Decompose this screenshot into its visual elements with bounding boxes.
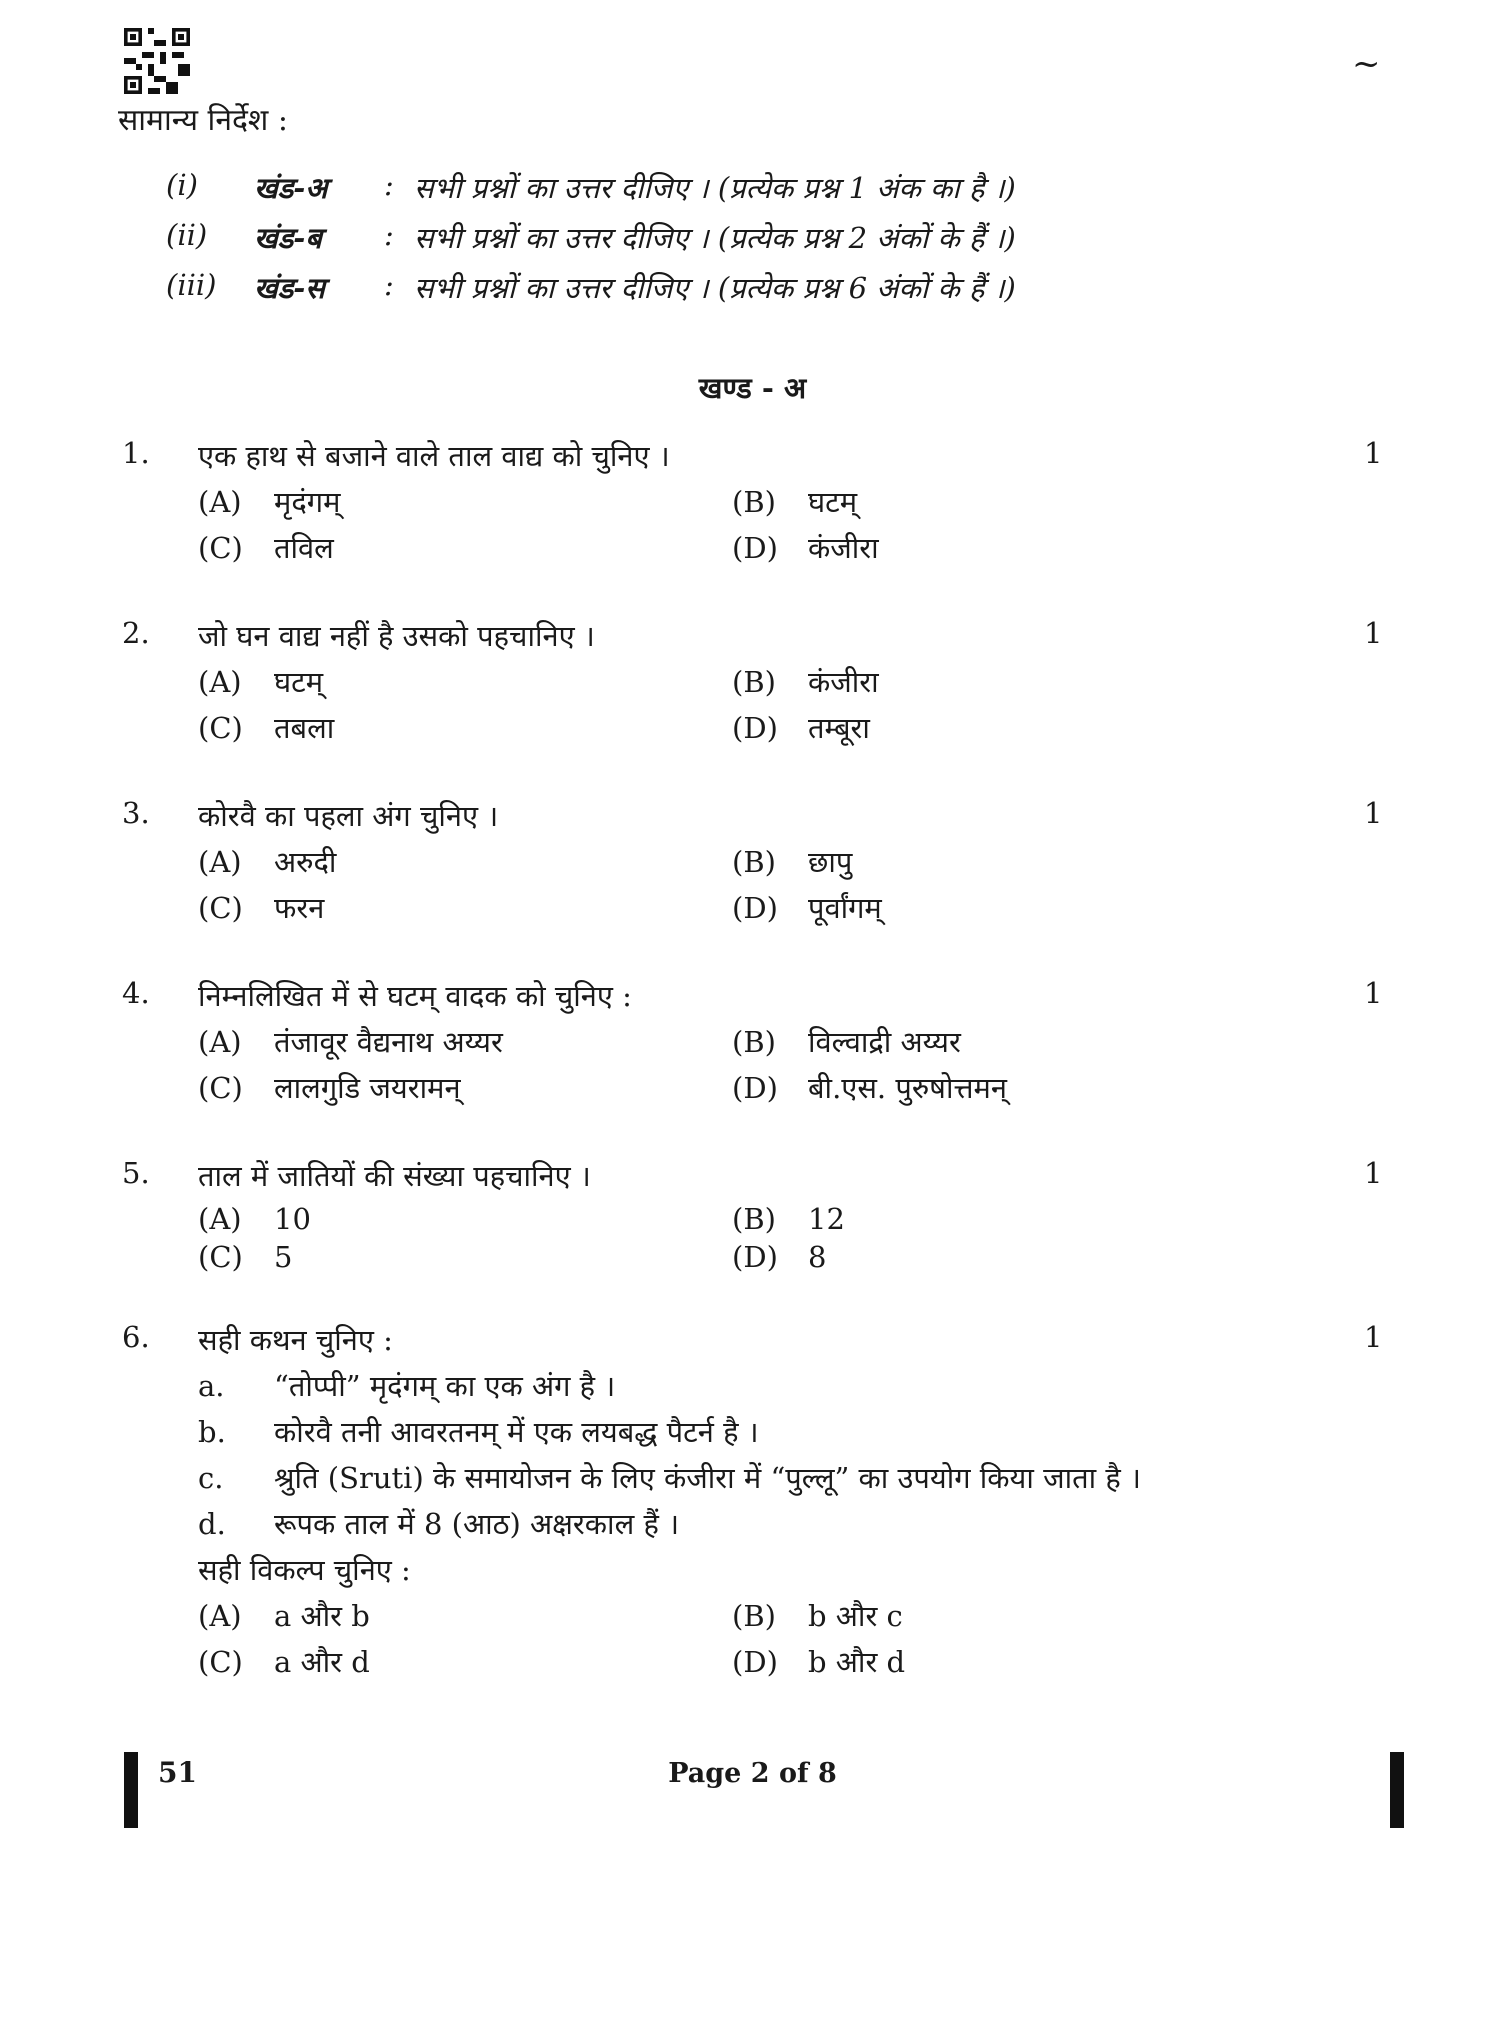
option-text: a और d <box>274 1645 370 1679</box>
paper-code: 51 <box>158 1756 197 1789</box>
option-text: बी.एस. पुरुषोत्तमन् <box>808 1071 1007 1105</box>
option-b <box>732 1202 845 1236</box>
statement-d <box>198 1504 679 1543</box>
question-marks: 1 <box>1364 1156 1383 1190</box>
question-marks: 1 <box>1364 616 1383 650</box>
option-a <box>198 1202 311 1236</box>
statement-label: c. <box>198 1461 224 1495</box>
option-text: 10 <box>274 1202 311 1236</box>
option-label: (A) <box>198 845 242 879</box>
option-label: (B) <box>732 1599 776 1633</box>
option-label: (D) <box>732 1645 778 1679</box>
statement-c <box>198 1458 1141 1497</box>
question-text: जो घन वाद्य नहीं है उसको पहचानिए । <box>198 619 595 653</box>
option-b <box>732 1022 961 1061</box>
option-label: (A) <box>198 1025 242 1059</box>
option-label: (B) <box>732 845 776 879</box>
option-label: (B) <box>732 665 776 699</box>
option-d <box>732 1240 826 1274</box>
option-label: (D) <box>732 711 778 745</box>
option-label: (C) <box>198 1071 243 1105</box>
option-label: (C) <box>198 1645 243 1679</box>
option-b <box>732 1596 903 1635</box>
option-a <box>198 1022 503 1061</box>
option-text: कंजीरा <box>808 531 879 565</box>
option-text: मृदंगम् <box>274 485 341 519</box>
footer-right-bar <box>1390 1752 1404 1828</box>
option-text: तंजावूर वैद्यनाथ अय्यर <box>274 1025 503 1059</box>
instruction-number: (iii) <box>166 268 217 302</box>
statement-text: कोरवै तनी आवरतनम् में एक लयबद्ध पैटर्न है । <box>274 1415 759 1449</box>
question-text: कोरवै का पहला अंग चुनिए । <box>198 799 499 833</box>
statement-label: d. <box>198 1507 226 1541</box>
instruction-colon: : <box>384 268 394 302</box>
instruction-item <box>166 218 1266 254</box>
option-label: (B) <box>732 485 776 519</box>
option-label: (D) <box>732 891 778 925</box>
option-label: (D) <box>732 1240 778 1274</box>
option-text: घटम् <box>808 485 858 519</box>
option-a <box>198 842 336 881</box>
instruction-number: (i) <box>166 168 198 202</box>
statement-text: “तोप्पी” मृदंगम् का एक अंग है । <box>274 1369 616 1403</box>
statement-text: श्रुति (Sruti) के समायोजन के लिए कंजीरा में “पुल्लू” का उपयोग किया जाता है । <box>274 1461 1142 1495</box>
option-text: 12 <box>808 1202 845 1236</box>
option-c <box>198 1068 461 1107</box>
question-marks: 1 <box>1364 436 1383 470</box>
option-a <box>198 1596 370 1635</box>
question-marks: 1 <box>1364 1320 1383 1354</box>
option-b <box>732 662 879 701</box>
option-text: तविल <box>274 531 334 565</box>
instruction-item <box>166 168 1266 204</box>
question-number: 4. <box>122 976 150 1010</box>
option-text: छापु <box>808 845 853 879</box>
option-text: अरुदी <box>274 845 337 879</box>
option-c <box>198 888 324 927</box>
question-number: 3. <box>122 796 150 830</box>
option-text: 8 <box>808 1240 827 1274</box>
question-marks: 1 <box>1364 796 1383 830</box>
question-number: 1. <box>122 436 150 470</box>
option-text: घटम् <box>274 665 324 699</box>
question-text: एक हाथ से बजाने वाले ताल वाद्य को चुनिए । <box>198 439 670 473</box>
option-label: (C) <box>198 531 243 565</box>
instruction-item <box>166 268 1266 304</box>
question-marks: 1 <box>1364 976 1383 1010</box>
general-instructions-title: सामान्य निर्देश : <box>118 103 288 138</box>
option-label: (C) <box>198 711 243 745</box>
option-c <box>198 1642 370 1681</box>
question-number: 6. <box>122 1320 150 1354</box>
option-d <box>732 708 870 747</box>
option-c <box>198 528 334 567</box>
option-a <box>198 482 340 521</box>
instruction-text: सभी प्रश्नों का उत्तर दीजिए । (प्रत्येक प्रश्न 2 अंकों के हैं ।) <box>414 221 1016 255</box>
option-label: (C) <box>198 891 243 925</box>
question-text: ताल में जातियों की संख्या पहचानिए । <box>198 1159 591 1193</box>
option-label: (A) <box>198 1599 242 1633</box>
page-number: Page 2 of 8 <box>668 1758 837 1789</box>
statement-a <box>198 1366 615 1405</box>
option-text: 5 <box>274 1240 293 1274</box>
option-text: विल्वाद्री अय्यर <box>808 1025 961 1059</box>
option-label: (D) <box>732 1071 778 1105</box>
question-text: निम्नलिखित में से घटम् वादक को चुनिए : <box>198 979 632 1013</box>
qr-code <box>124 28 190 94</box>
option-text: लालगुडि जयरामन् <box>274 1071 461 1105</box>
option-text: तबला <box>274 711 335 745</box>
option-text: b और c <box>808 1599 903 1633</box>
instruction-text: सभी प्रश्नों का उत्तर दीजिए । (प्रत्येक प्रश्न 1 अंक का है ।) <box>414 171 1016 205</box>
option-d <box>732 1642 905 1681</box>
instruction-text: सभी प्रश्नों का उत्तर दीजिए । (प्रत्येक प्रश्न 6 अंकों के हैं ।) <box>414 271 1016 305</box>
option-text: a और b <box>274 1599 370 1633</box>
question-number: 5. <box>122 1156 150 1190</box>
instruction-colon: : <box>384 168 394 202</box>
instruction-number: (ii) <box>166 218 208 252</box>
statement-label: b. <box>198 1415 226 1449</box>
option-text: कंजीरा <box>808 665 879 699</box>
option-label: (B) <box>732 1025 776 1059</box>
choose-option-text: सही विकल्प चुनिए : <box>198 1553 411 1587</box>
option-text: b और d <box>808 1645 906 1679</box>
option-text: पूर्वांगम् <box>808 891 882 925</box>
option-label: (B) <box>732 1202 776 1236</box>
option-label: (D) <box>732 531 778 565</box>
option-label: (A) <box>198 485 242 519</box>
statement-b <box>198 1412 759 1451</box>
option-label: (C) <box>198 1240 243 1274</box>
option-d <box>732 1068 1007 1107</box>
instruction-section: खंड-अ <box>254 171 328 205</box>
option-d <box>732 528 879 567</box>
option-label: (A) <box>198 665 242 699</box>
statement-label: a. <box>198 1369 225 1403</box>
instruction-section: खंड-स <box>254 271 325 305</box>
option-text: फरन <box>274 891 325 925</box>
page-mark: ~ <box>1352 44 1381 84</box>
section-title: खण्ड - अ <box>698 371 807 405</box>
question-number: 2. <box>122 616 150 650</box>
option-a <box>198 662 323 701</box>
option-label: (A) <box>198 1202 242 1236</box>
option-b <box>732 842 852 881</box>
option-b <box>732 482 857 521</box>
option-c <box>198 1240 292 1274</box>
option-c <box>198 708 334 747</box>
instruction-colon: : <box>384 218 394 252</box>
option-text: तम्बूरा <box>808 711 870 745</box>
instruction-section: खंड-ब <box>254 221 322 255</box>
option-d <box>732 888 882 927</box>
question-text: सही कथन चुनिए : <box>198 1323 393 1357</box>
statement-text: रूपक ताल में 8 (आठ) अक्षरकाल हैं । <box>274 1507 680 1541</box>
